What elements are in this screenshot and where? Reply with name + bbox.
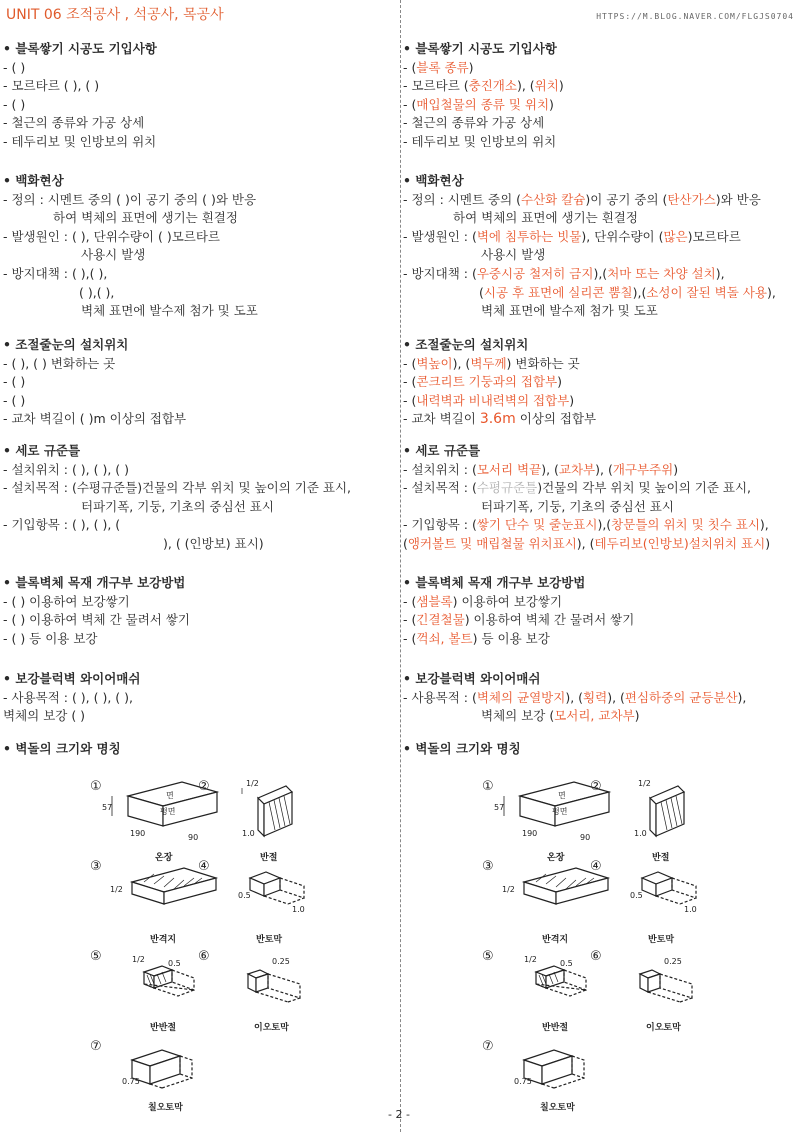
answer-line: - 설치목적 : (수평규준틀)건물의 각부 위치 및 높이의 기준 표시, <box>403 480 752 496</box>
section-title: • 조절줄눈의 설치위치 <box>403 337 529 352</box>
opening-reinforcement-answer-section <box>403 574 795 648</box>
blank-line: - 교차 벽길이 ( )m 이상의 접합부 <box>3 411 187 427</box>
answer-line: - (꺽쇠, 볼트) 등 이용 보강 <box>403 630 550 646</box>
story-pole-answer-section <box>403 442 795 554</box>
dim-half: 1/2 <box>638 779 651 788</box>
dim-57: 57 <box>494 803 505 812</box>
caption-4: 반토막 <box>648 935 675 945</box>
answer-line: - 방지대책 : (우중시공 철저히 금지),(처마 또는 차양 설치), <box>403 265 725 281</box>
answer-text: 긴결철물 <box>416 612 465 628</box>
answer-text: 모서리, 교차부 <box>554 708 635 724</box>
blank-line: - ( ) <box>3 392 26 408</box>
section-title: • 블록벽체 목재 개구부 보강방법 <box>403 575 586 590</box>
num-5: ⑤ <box>482 949 494 964</box>
blank-line: ), ( (인방보) 표시) <box>163 535 264 551</box>
caption-3: 반격지 <box>542 935 569 945</box>
dim-three-quarter: 0.75 <box>514 1077 532 1086</box>
text-line: 벽체 표면에 발수제 첨가 및 도포 <box>81 303 258 319</box>
section-title: • 세로 규준틀 <box>403 443 481 458</box>
dim-one: 1.0 <box>634 829 647 838</box>
caption-1: 온장 <box>155 853 173 863</box>
unit-header: UNIT 06 조적공사 , 석공사, 목공사 <box>6 7 224 23</box>
answer-line: - 기입항목 : (쌓기 단수 및 줄눈표시),(창문틀의 위치 및 칫수 표시), <box>403 517 769 533</box>
answer-text: 많은 <box>663 228 688 244</box>
face-side: 평면 <box>552 807 568 816</box>
dim-half: 1/2 <box>246 779 259 788</box>
section-title: • 백화현상 <box>403 173 464 188</box>
dim-90: 90 <box>580 833 591 842</box>
page-number: - 2 - <box>388 1108 410 1121</box>
dim-three-quarter: 0.75 <box>122 1077 140 1086</box>
blank-line: - ( ) 이용하여 보강쌓기 <box>3 593 130 609</box>
answer-line: - (벽높이), (벽두께) 변화하는 곳 <box>403 355 580 371</box>
text-line: 사용시 발생 <box>81 247 146 263</box>
caption-7: 칠오토막 <box>148 1103 183 1113</box>
dim-half-b: 0.5 <box>168 959 181 968</box>
dim-one: 1.0 <box>684 905 697 914</box>
blank-line: - 모르타르 ( ), ( ) <box>3 78 100 94</box>
num-7: ⑦ <box>90 1039 102 1054</box>
answer-text: 앵커볼트 및 매립철물 위치표시 <box>407 535 577 551</box>
answer-text: 개구부주위 <box>612 461 674 477</box>
num-7: ⑦ <box>482 1039 494 1054</box>
control-joint-answer-section <box>403 336 795 429</box>
answer-text: 꺽쇠, 볼트 <box>416 630 473 646</box>
answer-text: 벽에 침투하는 빗물 <box>476 228 582 244</box>
blank-line: - 정의 : 시멘트 중의 ( )이 공기 중의 ( )와 반응 <box>3 191 257 207</box>
dim-57: 57 <box>102 803 113 812</box>
block-drawing-section <box>3 40 395 152</box>
answer-text: 처마 또는 차양 설치 <box>607 265 716 281</box>
dim-one: 1.0 <box>292 905 305 914</box>
dim-half: 1/2 <box>110 885 123 894</box>
answer-line: - (샘블록) 이용하여 보강쌓기 <box>403 593 563 609</box>
answer-text: 편심하중의 균등분산 <box>624 689 738 705</box>
answer-text: 소성이 잘된 벽돌 사용 <box>646 284 767 300</box>
section-title: • 조절줄눈의 설치위치 <box>3 337 129 352</box>
blank-line: - ( ) <box>3 59 26 75</box>
dim-half: 1/2 <box>132 955 145 964</box>
num-2: ② <box>590 779 602 794</box>
answer-text: 모서리 벽끝 <box>476 461 542 477</box>
answer-text: 창문틀의 위치 및 칫수 표시 <box>611 517 760 533</box>
blank-line: - ( ) 이용하여 벽체 간 물려서 쌓기 <box>3 612 190 628</box>
text-line: - 테두리보 및 인방보의 위치 <box>403 133 557 149</box>
answer-line: - 설치위치 : (모서리 벽끝), (교차부), (개구부주위) <box>403 461 679 477</box>
column-divider <box>400 0 401 1132</box>
answer-line: - 모르타르 (충진개소), (위치) <box>403 78 564 94</box>
num-5: ⑤ <box>90 949 102 964</box>
answer-text: 시공 후 표면에 실리콘 뿜칠 <box>483 284 633 300</box>
section-title: • 블록쌓기 시공도 기입사항 <box>403 41 557 56</box>
answer-text: 충진개소 <box>468 78 517 94</box>
answer-text: 횡력 <box>583 689 608 705</box>
answer-text: 벽높이 <box>416 355 453 371</box>
answer-text: 수평규준틀 <box>476 480 538 496</box>
caption-7: 칠오토막 <box>540 1103 575 1113</box>
answer-text: 내력벽과 비내력벽의 접합부 <box>416 392 570 408</box>
wire-mesh-answer-section <box>403 670 795 726</box>
blank-line: - ( ) 등 이용 보강 <box>3 630 98 646</box>
caption-5: 반반절 <box>542 1023 569 1033</box>
section-title: • 세로 규준틀 <box>3 443 81 458</box>
dim-190: 190 <box>130 829 146 838</box>
brick-figure-left <box>60 768 390 1118</box>
text-line: 터파기폭, 기둥, 기초의 중심선 표시 <box>81 498 274 514</box>
answer-line: - 사용목적 : (벽체의 균열방지), (횡력), (편심하중의 균등분산), <box>403 689 747 705</box>
answer-line: - 정의 : 시멘트 중의 (수산화 칼슘)이 공기 중의 (탄산가스)와 반응 <box>403 191 761 207</box>
caption-4: 반토막 <box>256 935 283 945</box>
section-title: • 벽돌의 크기와 명칭 <box>3 741 121 756</box>
answer-line: - 교차 벽길이 3.6m 이상의 접합부 <box>403 411 597 428</box>
wire-mesh-section <box>3 670 395 726</box>
answer-text: 3.6m <box>479 411 516 428</box>
answer-line: (앵커볼트 및 매립철물 위치표시), (테두리보(인방보)설치위치 표시) <box>403 535 771 551</box>
brick-size-section <box>3 740 395 759</box>
section-title: • 블록쌓기 시공도 기입사항 <box>3 41 157 56</box>
dim-quarter: 0.25 <box>664 957 682 966</box>
blog-url: HTTPS://M.BLOG.NAVER.COM/FLGJS0704 <box>596 12 794 21</box>
brick-size-answer-section <box>403 740 795 759</box>
caption-5: 반반절 <box>150 1023 177 1033</box>
text-line: - 철근의 종류와 가공 상세 <box>403 115 545 131</box>
face-side: 평면 <box>160 807 176 816</box>
dim-half: 1/2 <box>502 885 515 894</box>
blank-line: ( ),( ), <box>79 284 115 300</box>
answer-text: 탄산가스 <box>667 191 716 207</box>
blank-line: - ( ), ( ) 변화하는 곳 <box>3 355 116 371</box>
text-line: 터파기폭, 기둥, 기초의 중심선 표시 <box>481 498 674 514</box>
answer-text: 교차부 <box>558 461 596 477</box>
answer-text: 쌓기 단수 및 줄눈표시 <box>476 517 598 533</box>
answer-text: 벽두께 <box>470 355 507 371</box>
efflorescence-answer-section <box>403 172 795 321</box>
blank-line: - 발생원인 : ( ), 단위수량이 ( )모르타르 <box>3 228 220 244</box>
num-3: ③ <box>482 859 494 874</box>
caption-3: 반격지 <box>150 935 177 945</box>
blank-line: - 방지대책 : ( ),( ), <box>3 265 108 281</box>
answer-text: 우중시공 철저히 금지 <box>476 265 594 281</box>
answer-text: 벽체의 균열방지 <box>476 689 566 705</box>
caption-6: 이오토막 <box>254 1023 289 1033</box>
dim-quarter: 0.25 <box>272 957 290 966</box>
answer-line: - (블록 종류) <box>403 59 474 75</box>
answer-text: 테두리보(인방보)설치위치 표시 <box>594 535 766 551</box>
answer-line: - (긴결철물) 이용하여 벽체 간 물려서 쌓기 <box>403 612 635 628</box>
answer-line: - (매입철물의 종류 및 위치) <box>403 96 554 112</box>
caption-6: 이오토막 <box>646 1023 681 1033</box>
opening-reinforcement-section <box>3 574 395 648</box>
num-6: ⑥ <box>590 949 602 964</box>
answer-text: 샘블록 <box>416 593 453 609</box>
answer-text: 위치 <box>534 78 559 94</box>
blank-line: 벽체의 보강 ( ) <box>3 708 86 724</box>
blank-line: - 기입항목 : ( ), ( ), ( <box>3 517 121 533</box>
dim-half-b: 0.5 <box>560 959 573 968</box>
blank-line: - ( ) <box>3 96 26 112</box>
face-top: 면 <box>166 791 174 800</box>
caption-2: 반절 <box>260 853 278 863</box>
section-title: • 블록벽체 목재 개구부 보강방법 <box>3 575 186 590</box>
text-line: 벽체 표면에 발수제 첨가 및 도포 <box>481 303 658 319</box>
story-pole-section <box>3 442 395 554</box>
text-line: 사용시 발생 <box>481 247 546 263</box>
text-line: 하여 벽체의 표면에 생기는 흰결정 <box>453 210 638 226</box>
control-joint-section <box>3 336 395 429</box>
text-line: - 철근의 종류와 가공 상세 <box>3 115 145 131</box>
num-3: ③ <box>90 859 102 874</box>
brick-diagram <box>60 768 390 1118</box>
blank-line: - 사용목적 : ( ), ( ), ( ), <box>3 689 133 705</box>
text-line: - 테두리보 및 인방보의 위치 <box>3 133 157 149</box>
answer-line: - (콘크리트 기둥과의 접합부) <box>403 374 563 390</box>
dim-half: 1/2 <box>524 955 537 964</box>
section-title: • 보강블럭벽 와이어매쉬 <box>3 671 141 686</box>
face-top: 면 <box>558 791 566 800</box>
dim-half-b: 0.5 <box>630 891 643 900</box>
section-title: • 보강블럭벽 와이어매쉬 <box>403 671 541 686</box>
answer-text: 블록 종류 <box>416 59 469 75</box>
section-title: • 백화현상 <box>3 173 64 188</box>
dim-one: 1.0 <box>242 829 255 838</box>
answer-text: 수산화 칼슘 <box>521 191 586 207</box>
answer-line: - 발생원인 : (벽에 침투하는 빗물), 단위수량이 (많은)모르타르 <box>403 228 741 244</box>
answer-text: 콘크리트 기둥과의 접합부 <box>416 374 558 390</box>
block-drawing-answer-section <box>403 40 795 152</box>
caption-1: 온장 <box>547 853 565 863</box>
num-6: ⑥ <box>198 949 210 964</box>
caption-2: 반절 <box>652 853 670 863</box>
answer-text: 매입철물의 종류 및 위치 <box>416 96 550 112</box>
num-1: ① <box>90 779 102 794</box>
blank-line: - ( ) <box>3 374 26 390</box>
blank-line: - 설치위치 : ( ), ( ), ( ) <box>3 461 130 477</box>
efflorescence-section <box>3 172 395 321</box>
text-line: - 설치목적 : (수평규준틀)건물의 각부 위치 및 높이의 기준 표시, <box>3 480 352 496</box>
num-4: ④ <box>198 859 210 874</box>
section-title: • 벽돌의 크기와 명칭 <box>403 741 521 756</box>
answer-line: 벽체의 보강 (모서리, 교차부) <box>481 708 640 724</box>
dim-190: 190 <box>522 829 538 838</box>
text-line: 하여 벽체의 표면에 생기는 흰결정 <box>53 210 238 226</box>
brick-diagram <box>452 768 782 1118</box>
dim-half-b: 0.5 <box>238 891 251 900</box>
dim-90: 90 <box>188 833 199 842</box>
answer-line: (시공 후 표면에 실리콘 뿜칠),(소성이 잘된 벽돌 사용), <box>479 284 776 300</box>
num-2: ② <box>198 779 210 794</box>
num-4: ④ <box>590 859 602 874</box>
answer-line: - (내력벽과 비내력벽의 접합부) <box>403 392 575 408</box>
num-1: ① <box>482 779 494 794</box>
brick-figure-right <box>452 768 782 1118</box>
